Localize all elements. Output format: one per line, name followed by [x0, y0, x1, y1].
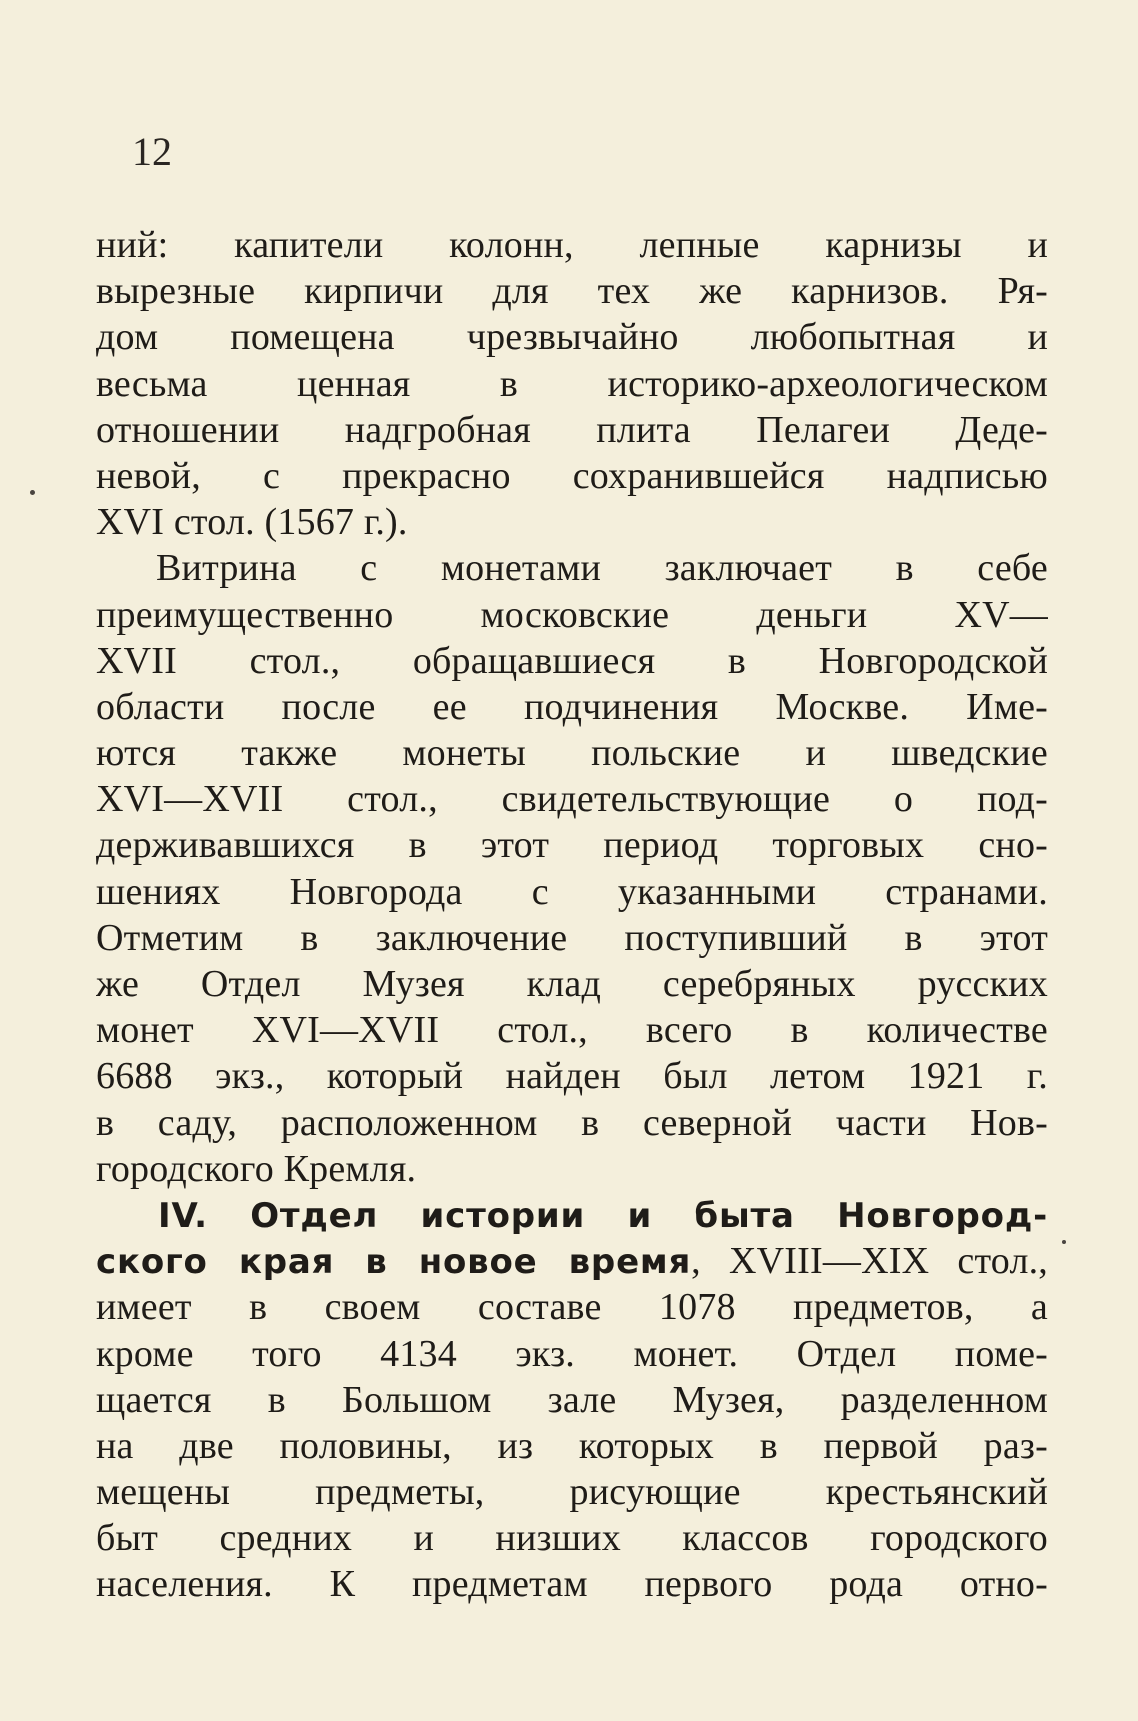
text-line: дом помещена чрезвычайно любопытная и — [96, 316, 1048, 359]
text-line: щается в Большом зале Музея, разделенном — [96, 1378, 1048, 1421]
text-line: 6688 экз., который найден был летом 1921 г. — [96, 1055, 1048, 1098]
text-line: быт средних и низших классов городского — [96, 1517, 1048, 1560]
section-heading-line — [96, 1192, 1048, 1238]
text-line: весьма ценная в историко-археологическом — [96, 362, 1048, 405]
text-line: области после ее подчинения Москве. Име- — [96, 685, 1048, 728]
text-line: Отметим в заключение поступивший в этот — [96, 916, 1048, 959]
page-number: 12 — [132, 129, 172, 174]
text-line: монет XVI—XVII стол., всего в количестве — [96, 1009, 1048, 1052]
text-line: имеет в своем составе 1078 предметов, а — [96, 1286, 1048, 1329]
text-line: XVI стол. (1567 г.). — [96, 501, 408, 544]
text-line: шениях Новгорода с указанными странами. — [96, 870, 1048, 913]
section-period: , XVIII—XIX стол., — [691, 1240, 1048, 1283]
text-line: мещены предметы, рисующие крестьянский — [96, 1471, 1048, 1514]
text-line: ний: капители колонн, лепные карнизы и — [96, 224, 1048, 266]
paragraph-start-line: Витрина с монетами заключает в себе — [156, 547, 1048, 590]
text-line: вырезные кирпичи для тех же карнизов. Ря- — [96, 270, 1048, 313]
text-line: преимущественно московские деньги XV— — [96, 593, 1048, 636]
text-line: ются также монеты польские и шведские — [96, 732, 1048, 775]
text-line: в саду, расположенном в северной части Нов- — [96, 1101, 1048, 1144]
text-line: населения. К предметам первого рода отно- — [96, 1563, 1048, 1606]
text-line: кроме того 4134 экз. монет. Отдел поме- — [96, 1332, 1048, 1375]
text-line: отношении надгробная плита Пелагеи Деде- — [96, 408, 1048, 451]
print-speck — [1062, 1240, 1066, 1244]
text-line: городского Кремля. — [96, 1147, 417, 1190]
body-text — [96, 222, 1048, 1608]
text-line: XVII стол., обращавшиеся в Новгородской — [96, 639, 1048, 682]
section-heading: IV. Отдел истории и быта Новгород- — [158, 1195, 1048, 1236]
text-line: XVI—XVII стол., свидетельствующие о под- — [96, 778, 1048, 821]
text-line: же Отдел Музея клад серебряных русских — [96, 963, 1048, 1005]
print-speck — [30, 490, 35, 495]
section-heading-line — [96, 1238, 1048, 1284]
text-line: невой, с прекрасно сохранившейся надписью — [96, 454, 1048, 497]
text-line: держивавшихся в этот период торговых сно- — [96, 824, 1048, 867]
text-line: на две половины, из которых в первой раз- — [96, 1424, 1048, 1467]
section-heading-continued: ского края в новое время — [96, 1242, 692, 1283]
